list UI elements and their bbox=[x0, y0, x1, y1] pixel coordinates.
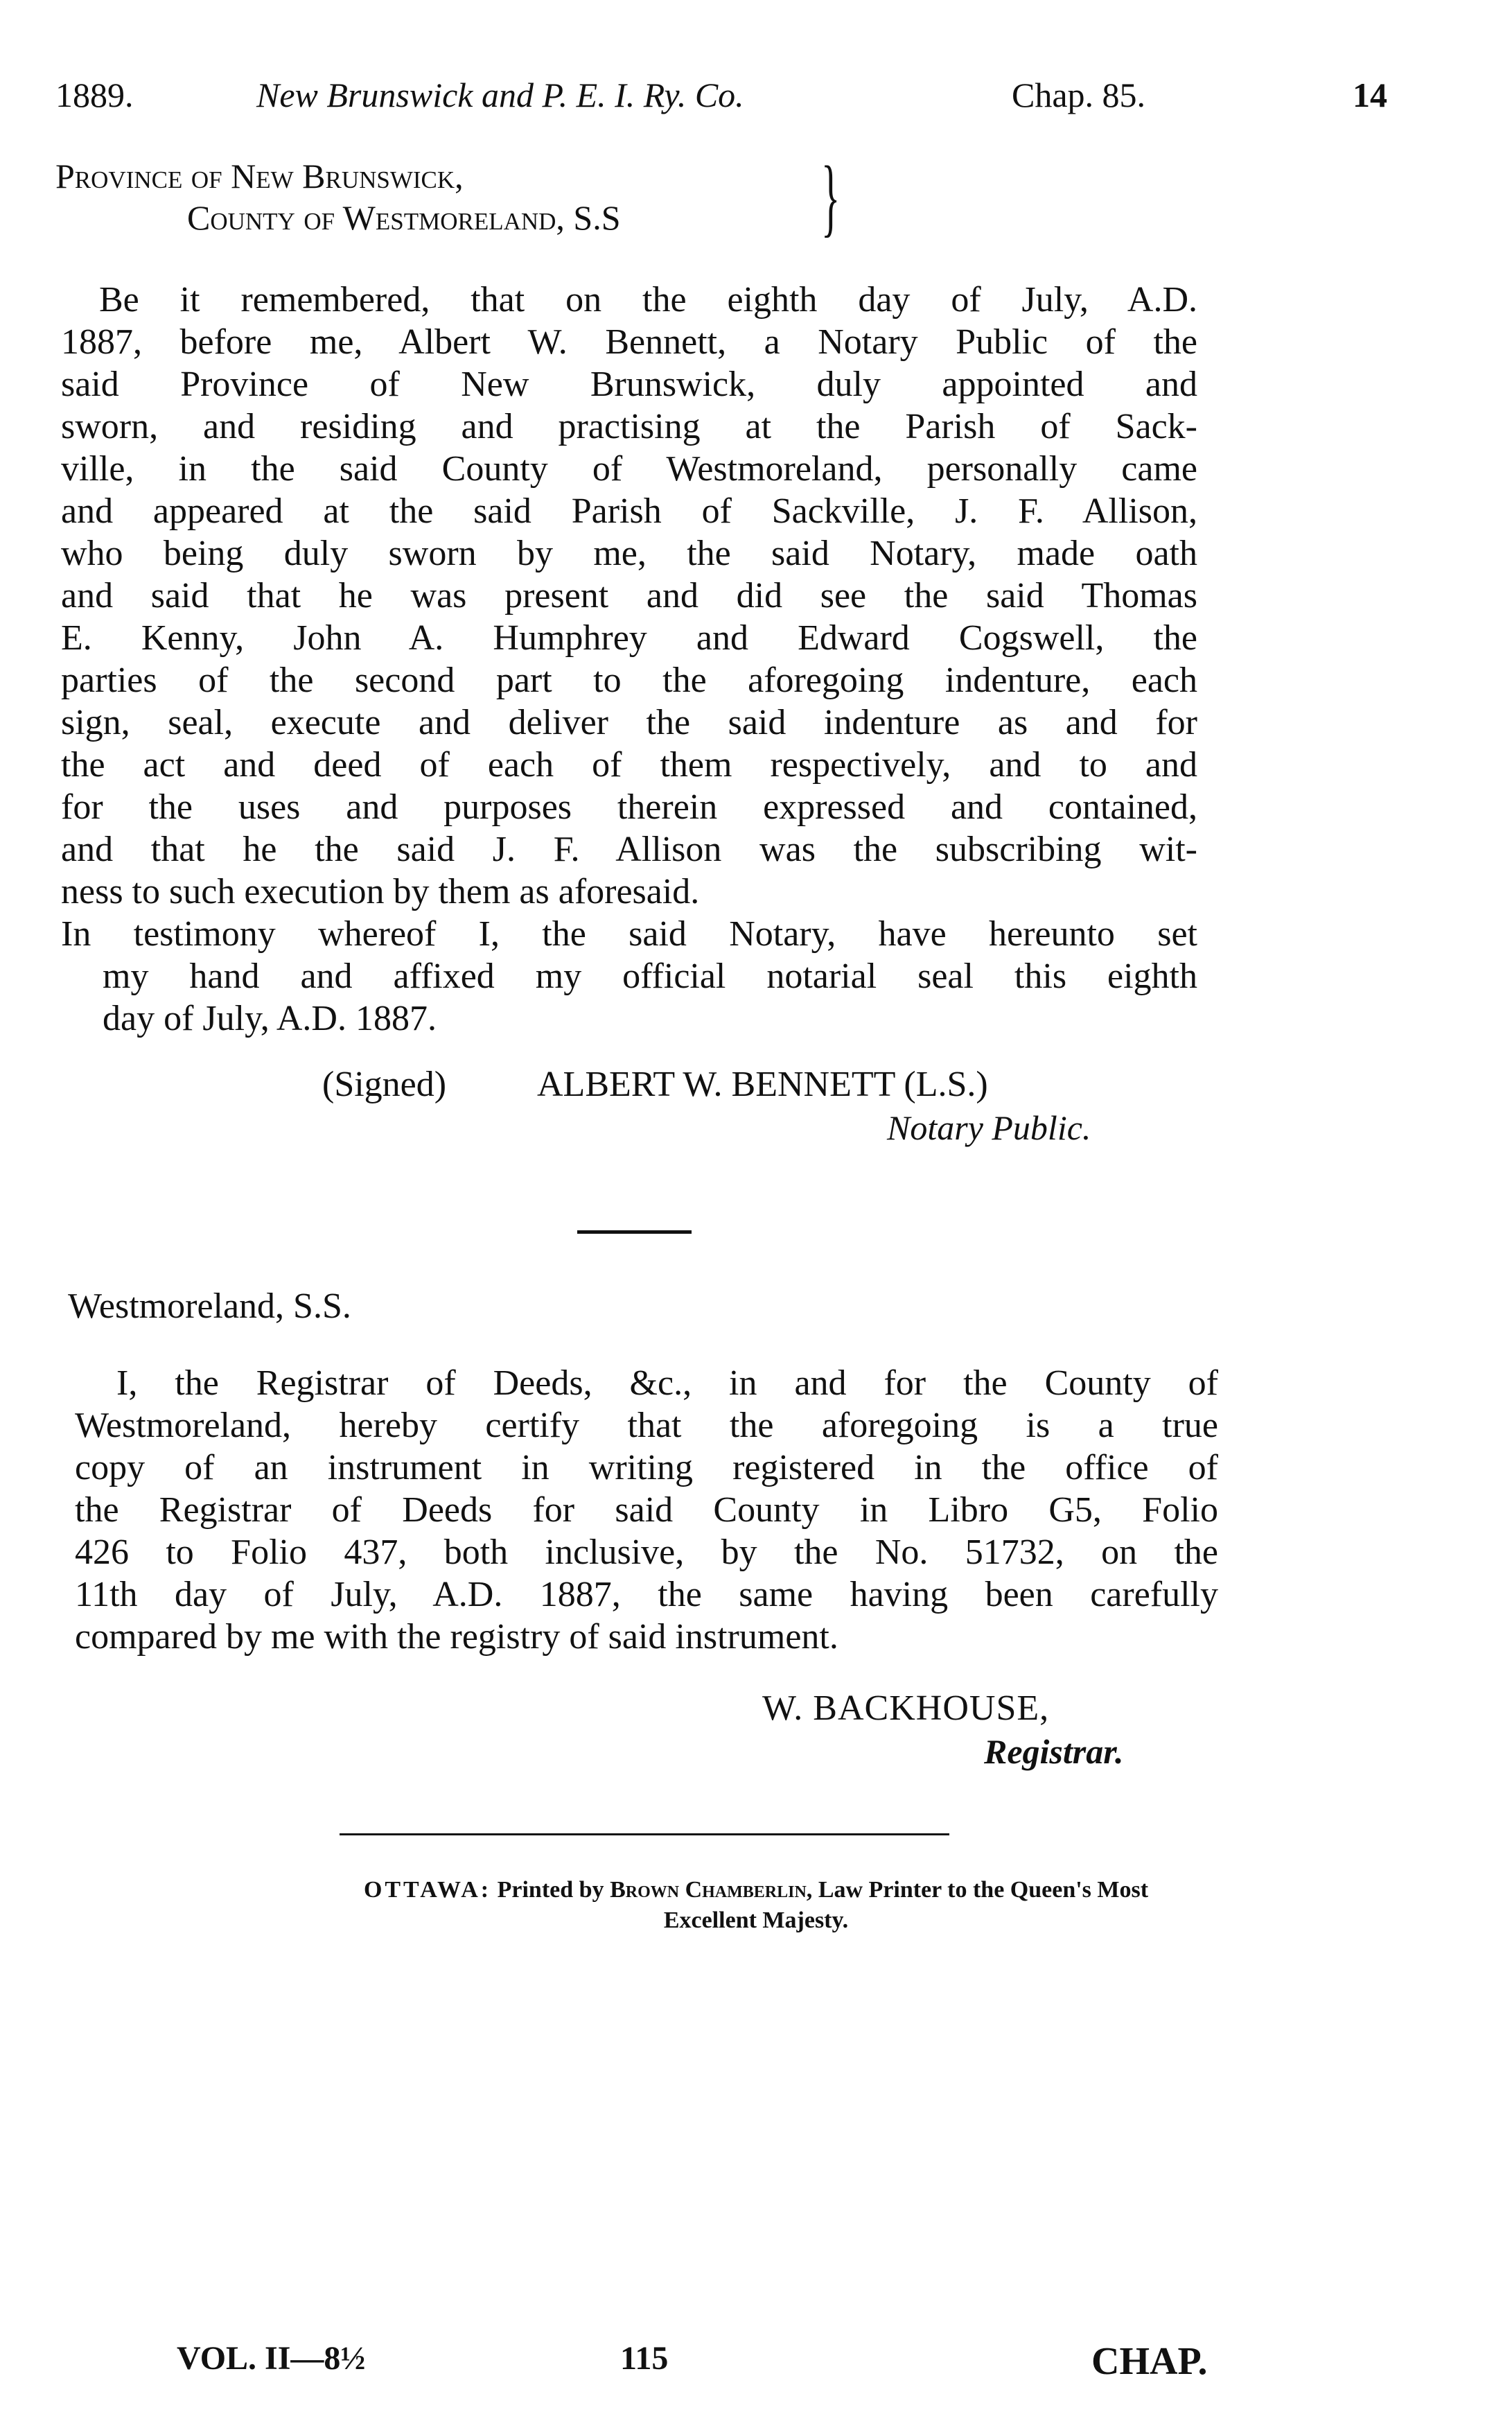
header-title: New Brunswick and P. E. I. Ry. Co. bbox=[256, 76, 744, 114]
notary-name: ALBERT W. BENNETT (L.S.) bbox=[537, 1065, 988, 1104]
affidavit-line: and appeared at the said Parish of Sackville, J. F. Allison, bbox=[61, 491, 1197, 531]
caption-brace: } bbox=[821, 149, 841, 245]
certificate-line: copy of an instrument in writing registered in the office of bbox=[75, 1448, 1218, 1487]
imprint-place: OTTAWA: bbox=[363, 1877, 492, 1903]
testimony-line: In testimony whereof I, the said Notary, have hereunto set bbox=[61, 914, 1197, 954]
footer-volume: VOL. II—8½ bbox=[177, 2340, 366, 2377]
certificate-line: I, the Registrar of Deeds, &c., in and for the County of bbox=[116, 1363, 1218, 1403]
affidavit-line: said Province of New Brunswick, duly appointed and bbox=[61, 365, 1197, 404]
affidavit-line: Be it remembered, that on the eighth day of July, A.D. bbox=[99, 280, 1197, 320]
footer-page-number: 115 bbox=[620, 2340, 669, 2377]
affidavit-line: for the uses and purposes therein expressed and contained, bbox=[61, 787, 1197, 827]
header-page-number: 14 bbox=[1353, 76, 1387, 114]
certificate-line: the Registrar of Deeds for said County in Libro G5, Folio bbox=[75, 1490, 1218, 1530]
imprint-divider bbox=[340, 1833, 949, 1835]
affidavit-paragraph bbox=[61, 279, 1197, 913]
header-year: 1889. bbox=[55, 76, 134, 114]
affidavit-line: the act and deed of each of them respectively, and to and bbox=[61, 745, 1197, 785]
affidavit-line: 1887, before me, Albert W. Bennett, a Notary Public of the bbox=[61, 322, 1197, 362]
testimony-line: my hand and affixed my official notarial seal this eighth bbox=[103, 957, 1197, 996]
imprint-text: Printed by bbox=[491, 1877, 610, 1903]
affidavit-line: who being duly sworn by me, the said Notary, made oath bbox=[61, 534, 1197, 573]
footer-catchword: CHAP. bbox=[1091, 2340, 1208, 2383]
affidavit-line: ville, in the said County of Westmoreland, personally came bbox=[61, 449, 1197, 489]
affidavit-line: parties of the second part to the aforegoing indenture, each bbox=[61, 661, 1197, 700]
certificate-line: Westmoreland, hereby certify that the aforegoing is a true bbox=[75, 1406, 1218, 1445]
affidavit-line: ness to such execution by them as aforesaid. bbox=[61, 872, 700, 911]
affidavit-line: E. Kenny, John A. Humphrey and Edward Cogswell, the bbox=[61, 618, 1197, 658]
imprint-line2: Excellent Majesty. bbox=[663, 1907, 849, 1933]
caption-province: Province of New Brunswick, bbox=[55, 157, 464, 195]
imprint-text: Law Printer to the Queen's Most bbox=[812, 1877, 1149, 1903]
certificate-line: 426 to Folio 437, both inclusive, by the No. 51732, on the bbox=[75, 1532, 1218, 1572]
signed-label: (Signed) bbox=[322, 1065, 447, 1104]
certificate-venue: Westmoreland, S.S. bbox=[68, 1286, 351, 1326]
header-chapter: Chap. 85. bbox=[1012, 76, 1146, 114]
registrar-title: Registrar. bbox=[984, 1732, 1124, 1771]
certificate-line: 11th day of July, A.D. 1887, the same having been carefully bbox=[75, 1575, 1218, 1614]
testimony-paragraph bbox=[61, 913, 1197, 1040]
printer-imprint bbox=[0, 1875, 1512, 1936]
section-divider bbox=[577, 1230, 692, 1234]
affidavit-line: sworn, and residing and practising at the Parish of Sack- bbox=[61, 407, 1197, 446]
notary-title: Notary Public. bbox=[887, 1108, 1091, 1147]
imprint-printer: Brown Chamberlin, bbox=[610, 1877, 813, 1903]
testimony-line: day of July, A.D. 1887. bbox=[103, 999, 437, 1038]
certificate-line: compared by me with the registry of said instrument. bbox=[75, 1617, 838, 1657]
affidavit-line: and that he the said J. F. Allison was the subscribing wit- bbox=[61, 830, 1197, 869]
affidavit-line: and said that he was present and did see the said Thomas bbox=[61, 576, 1197, 615]
registrar-name: W. BACKHOUSE, bbox=[762, 1688, 1050, 1728]
certificate-paragraph bbox=[75, 1362, 1218, 1658]
affidavit-line: sign, seal, execute and deliver the said indenture as and for bbox=[61, 703, 1197, 742]
caption-county: County of Westmoreland, S.S bbox=[187, 198, 621, 237]
